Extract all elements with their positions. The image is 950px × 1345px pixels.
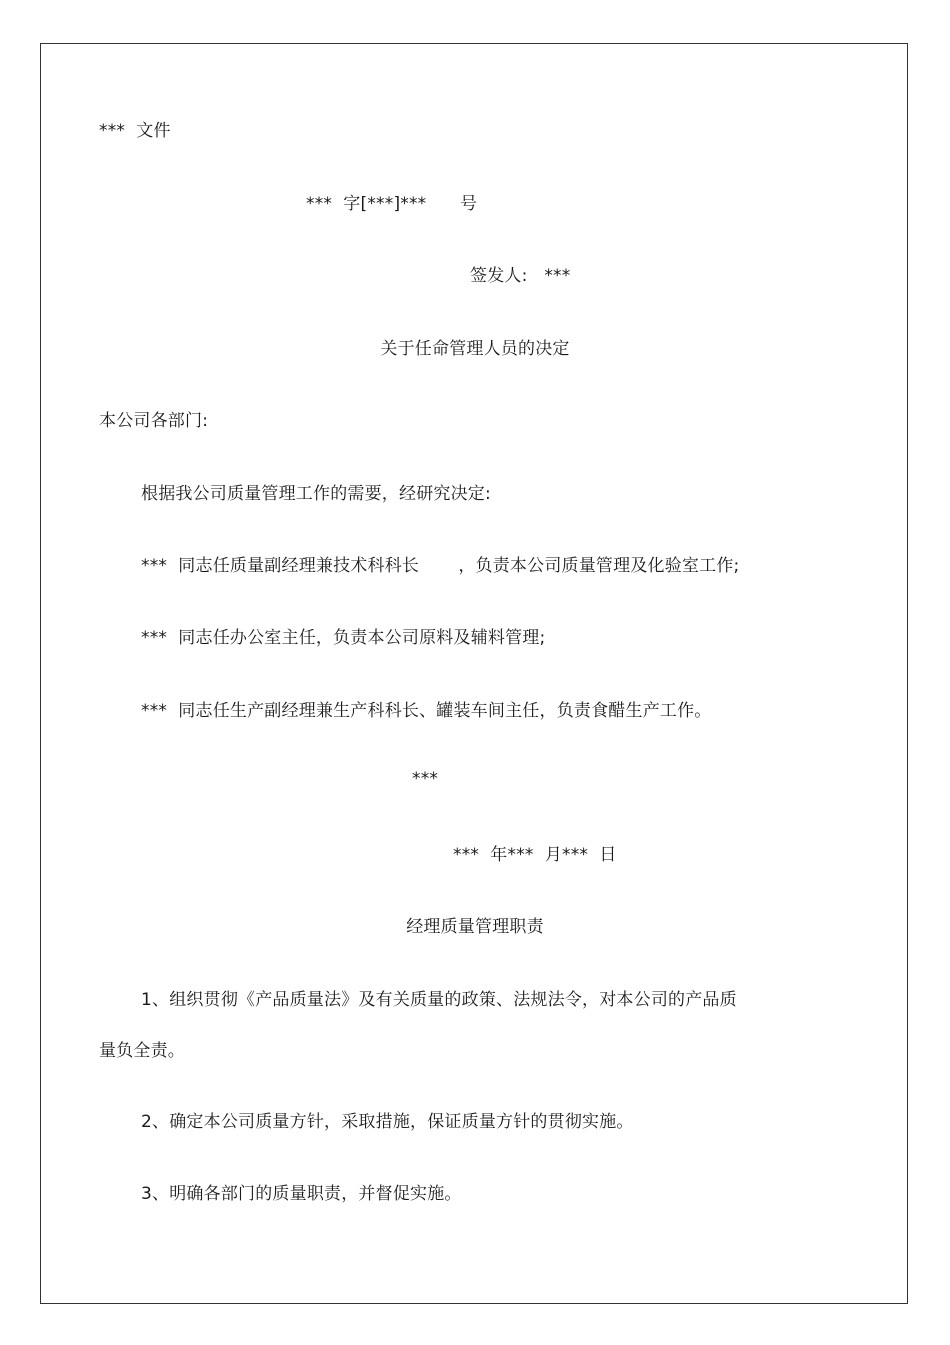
appointment-item: *** 同志任质量副经理兼技术科科长 ，负责本公司质量管理及化验室工作; bbox=[141, 556, 740, 576]
decision-title: 关于任命管理人员的决定 bbox=[380, 339, 570, 359]
document-number: *** 字[***]*** 号 bbox=[306, 194, 478, 214]
duty-item-3: 3、明确各部门的质量职责，并督促实施。 bbox=[141, 1184, 462, 1204]
issue-date: *** 年*** 月*** 日 bbox=[453, 845, 617, 865]
appointment-item: *** 同志任生产副经理兼生产科科长、罐装车间主任，负责食醋生产工作。 bbox=[141, 701, 712, 721]
intro-paragraph: 根据我公司质量管理工作的需要，经研究决定: bbox=[141, 484, 491, 504]
duty-item-2: 2、确定本公司质量方针，采取措施，保证质量方针的贯彻实施。 bbox=[141, 1112, 634, 1132]
appointment-item: *** 同志任办公室主任，负责本公司原料及辅料管理; bbox=[141, 628, 546, 648]
section-title: 经理质量管理职责 bbox=[406, 917, 544, 937]
document-label: *** 文件 bbox=[99, 121, 171, 141]
signer: *** bbox=[412, 769, 439, 789]
salutation: 本公司各部门: bbox=[99, 411, 209, 431]
duty-item-1-line-1: 1、组织贯彻《产品质量法》及有关质量的政策、法规法令，对本公司的产品质 bbox=[141, 990, 737, 1010]
duty-item-1-line-2: 量负全责。 bbox=[99, 1041, 185, 1061]
issuer-line: 签发人: *** bbox=[470, 266, 571, 286]
